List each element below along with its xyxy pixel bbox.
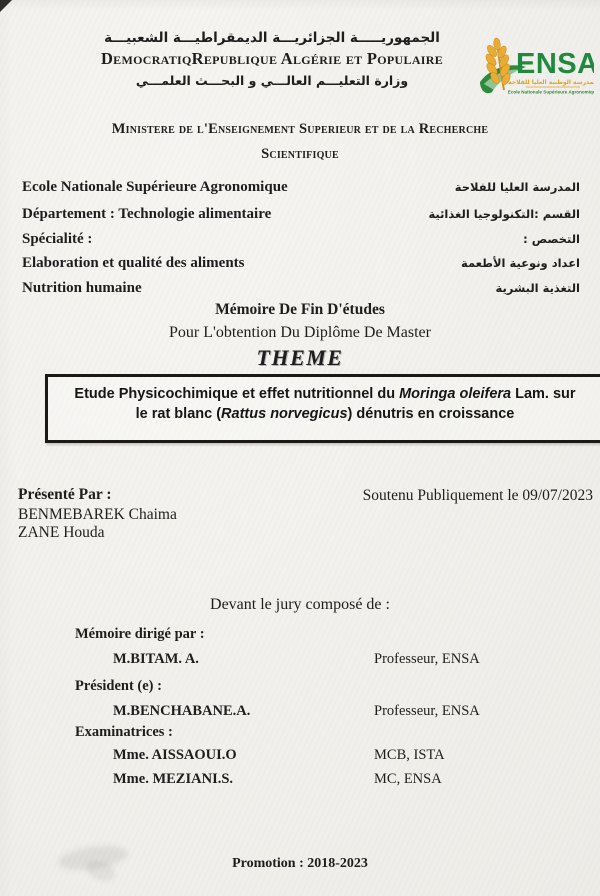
promotion-line: Promotion : 2018-2023 [232,856,368,871]
specialty-fr: Spécialité : [22,231,93,247]
arabic-ministry-line: وزارة التعليـــم العالـــي و البحـــث العلمـــي [135,73,409,88]
french-republic-line: DemocratiqRepublique Algérie et Populaire [100,49,444,68]
jury-role-examiners: Examinatrices : [75,724,173,740]
ensa-logo-graphic [474,32,594,106]
option2-fr: Nutrition humaine [22,280,142,296]
school-name-fr: Ecole Nationale Supérieure Agronomique [22,179,288,195]
logo-acronym: ENSA [516,48,594,80]
theme-title-part3: ) dénutris en croissance [347,406,515,422]
jury-director-title: Professeur, ENSA [374,651,480,667]
jury-examiner2-title: MC, ENSA [374,771,442,787]
info-row-school [22,179,580,203]
institution-info [22,179,580,309]
memoire-title: Mémoire De Fin D'études [215,301,385,318]
jury-president-title: Professeur, ENSA [374,703,480,719]
theme-title-part2: Lam. sur le rat blanc ( [135,386,576,422]
theme-species-2: Rattus norvegicus [221,406,348,422]
scan-corner-mark [0,0,12,12]
info-row-option1 [22,255,580,279]
header [52,30,492,88]
author-1: BENMEBAREK Chaima [18,506,177,523]
author-2: ZANE Houda [18,524,105,541]
option1-ar: اعداد ونوعية الأطعمة [460,256,580,270]
theme-heading: THEME [256,345,344,370]
jury-examiner2-name: Mme. MEZIANI.S. [113,771,234,787]
department-fr: Département : Technologie alimentaire [22,206,272,222]
ensa-logo [474,32,594,106]
jury-director-name: M.BITAM. A. [113,651,199,667]
department-ar: القسم :التكنولوجيا الغذائية [428,207,580,221]
theme-box [45,374,600,443]
logo-arabic-subtitle: المدرسة الوطنية العليا للفلاحة [508,79,594,86]
arabic-republic-line: الجمهوريـــــة الجزائريـــة الديمقراطيـــة الشعبيـــة [104,30,440,46]
jury-examiner1-title: MCB, ISTA [374,747,445,763]
jury-examiner1-name: Mme. AISSAOUI.O [113,747,237,763]
presented-by-label: Présenté Par : [18,486,112,503]
jury-role-director: Mémoire dirigé par : [75,626,205,642]
theme-title-part1: Etude Physicochimique et effet nutritionnel du [74,386,400,402]
jury-president-name: M.BENCHABANE.A. [113,703,251,719]
degree-purpose: Pour L'obtention Du Diplôme De Master [169,324,431,341]
option2-ar: التغذية البشرية [495,281,580,295]
school-name-ar: المدرسة العليا للفلاحة [454,180,580,194]
logo-subtitle: Ecole Nationale Supérieure Agronomique [507,89,594,95]
ministry-heading [0,117,600,167]
ministry-line2: Scientifique [261,146,339,162]
info-row-department [22,206,580,230]
ministry-line1: Ministere de l'Enseignement Superieur et de la Recherche [111,121,489,137]
jury-heading: Devant le jury composé de : [210,596,390,613]
defense-date: Soutenu Publiquement le 09/07/2023 [362,487,593,504]
info-row-specialty [22,231,580,255]
jury-role-president: Président (e) : [75,678,162,694]
theme-species-1: Moringa oleifera [399,386,512,402]
option1-fr: Elaboration et qualité des aliments [22,255,245,271]
specialty-ar: التخصص : [523,232,580,246]
